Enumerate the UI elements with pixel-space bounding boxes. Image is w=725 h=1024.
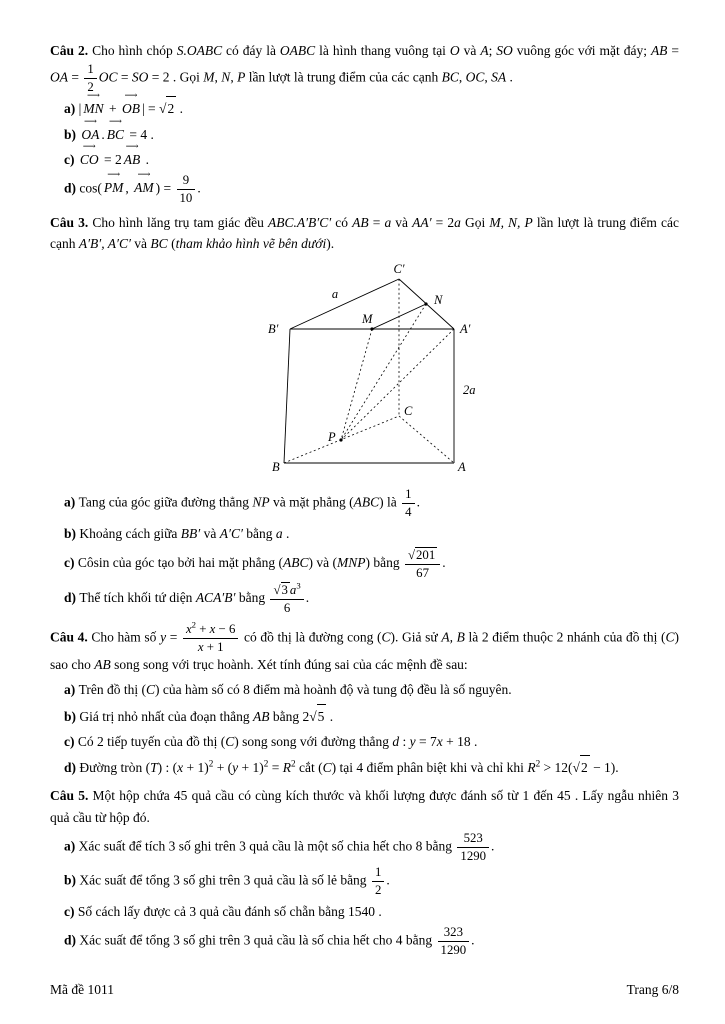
math-txt: =	[667, 43, 680, 58]
math-txt: 2	[580, 759, 588, 775]
math-it: M	[203, 69, 215, 85]
math-sqrt	[309, 704, 326, 728]
math-txt: và	[200, 525, 220, 541]
math-it: A′C′	[219, 525, 243, 541]
math-frac	[177, 173, 196, 206]
vector-letters: OA	[81, 126, 100, 142]
math-txt: 2	[374, 883, 382, 898]
math-txt: =	[268, 759, 283, 775]
math-it: T	[150, 759, 158, 775]
math-txt: 523	[463, 830, 483, 845]
math-txt: bằng 2	[269, 708, 310, 724]
math-it: AB	[650, 43, 668, 58]
math-sup: 2	[208, 758, 214, 769]
math-it: AB	[352, 214, 369, 230]
statement-label: d)	[64, 932, 80, 948]
math-txt: ,	[125, 180, 133, 196]
vector-arrow-icon: ⟶	[82, 140, 96, 151]
math-txt: + 18 .	[442, 733, 478, 749]
math-txt: 1290	[460, 848, 487, 863]
statement-d	[64, 582, 679, 616]
fraction-numerator	[438, 925, 470, 942]
fraction-denominator	[183, 639, 238, 655]
math-txt: cắt (	[295, 759, 323, 775]
statement-c	[64, 547, 679, 581]
math-txt: − 6	[215, 621, 236, 636]
radical-icon: √	[159, 101, 167, 117]
math-txt: > 12(	[540, 759, 573, 775]
math-txt: Côsin của góc tạo bởi hai mặt phẳng (	[77, 554, 283, 570]
math-txt: 323	[443, 925, 463, 940]
math-txt: lần lượt là trung điểm các cạnh	[50, 214, 679, 252]
math-txt: Giá trị nhỏ nhất của đoạn thẳng	[79, 708, 253, 724]
math-it: x	[177, 759, 184, 775]
statement-a	[64, 831, 679, 864]
math-txt: 5	[317, 708, 325, 724]
question-3	[50, 212, 679, 616]
fraction-denominator	[270, 600, 303, 616]
math-it: ABC.A′B′C′	[267, 214, 332, 230]
fraction-numerator	[402, 487, 414, 504]
math-txt: ) =	[155, 180, 175, 196]
radical-icon: √	[309, 708, 317, 724]
math-it: BC	[441, 69, 459, 85]
fraction-numerator	[270, 582, 303, 600]
math-txt: =	[166, 629, 181, 645]
math-txt: Có 2 tiếp tuyến của đồ thị (	[77, 733, 226, 749]
math-txt: .	[442, 554, 446, 570]
label-a-prime: A′	[459, 322, 470, 337]
statement-label: a)	[64, 494, 79, 510]
math-it: OA	[50, 69, 68, 85]
math-txt: .	[416, 494, 420, 510]
statement-label: b)	[64, 708, 80, 724]
math-it: ACA′B′	[195, 590, 236, 606]
vector-AM	[134, 169, 154, 199]
math-sqrt	[408, 547, 437, 563]
question-intro	[50, 212, 679, 256]
math-txt: .	[197, 180, 201, 196]
fraction-numerator	[457, 831, 489, 848]
math-frac	[402, 487, 414, 520]
statement-label: d)	[64, 180, 80, 196]
math-txt: .	[491, 838, 495, 854]
statement-label: d)	[64, 759, 80, 775]
vector-letters: MN	[83, 101, 104, 117]
math-it: MNP	[336, 554, 366, 570]
math-frac	[372, 865, 384, 898]
radicand	[317, 704, 327, 728]
math-txt: 9	[182, 173, 190, 188]
math-txt: ) của hàm số có 8 điểm mà hoành độ và tung độ đều là số nguyên.	[155, 682, 512, 698]
math-txt: ,	[230, 69, 238, 85]
prism-solid-edges	[284, 279, 454, 463]
math-txt: Đường tròn (	[79, 759, 151, 775]
radical-icon: √	[572, 759, 580, 775]
math-it: P	[237, 69, 246, 85]
statement-a	[64, 487, 679, 520]
math-txt: 2	[87, 79, 94, 94]
math-it: A	[480, 43, 489, 58]
label-2a-edge: 2a	[462, 383, 475, 398]
math-txt: Một hộp chứa 45 quả cầu có cùng kích thước và khối lượng được đánh số từ 1 đến 45 . Lấy ngẫu nhiên 3 quả cầu từ hộp đó.	[50, 788, 679, 826]
math-it: N	[221, 69, 231, 85]
math-txt: 201	[416, 547, 436, 562]
fraction-denominator	[177, 190, 196, 206]
math-it: C	[322, 759, 332, 775]
fraction-numerator	[177, 173, 196, 190]
math-it: M, N, P	[489, 214, 533, 230]
math-it: d	[392, 733, 400, 749]
math-txt: + (	[213, 759, 233, 775]
vector-arrow-icon: ⟶	[124, 90, 138, 101]
math-frac	[183, 619, 238, 655]
math-txt: ).	[326, 236, 335, 252]
math-txt: ). Giả sử	[390, 629, 442, 645]
math-it: A′B′, A′C′	[78, 236, 131, 252]
math-it: R	[282, 759, 291, 775]
label-p: P	[327, 430, 336, 445]
math-txt: − 1).	[589, 759, 619, 775]
math-txt: ,	[484, 69, 492, 85]
math-txt: song song với trục hoành. Xét tính đúng sai của các mệnh đề sau:	[110, 657, 468, 673]
fraction-denominator	[405, 565, 440, 581]
math-it: BB′	[180, 525, 201, 541]
math-it: a	[289, 583, 297, 598]
math-txt: Gọi	[460, 214, 490, 230]
math-txt: .	[506, 69, 513, 85]
math-txt: và mặt phẳng (	[269, 494, 354, 510]
math-it: SO	[496, 43, 513, 58]
fraction-denominator	[372, 882, 384, 898]
fraction-denominator	[438, 942, 470, 958]
label-a-vertex: A	[457, 460, 466, 475]
math-txt: và	[130, 236, 151, 252]
math-it: AB	[94, 657, 111, 673]
math-txt: =	[117, 69, 132, 85]
math-txt: Xác suất để tổng 3 số ghi trên 3 quả cầu là số lẻ bằng	[79, 872, 370, 888]
math-it: y	[409, 733, 416, 749]
math-txt: Cho hình chóp	[92, 43, 177, 58]
question-4	[50, 619, 679, 779]
math-it: SO	[131, 69, 149, 85]
vector-arrow-icon: ⟶	[83, 115, 97, 126]
math-txt: = 2	[100, 151, 122, 167]
math-txt: 3	[281, 583, 288, 598]
math-it: R	[527, 759, 536, 775]
math-txt: = 4 .	[126, 126, 154, 142]
math-sup: 2	[291, 758, 296, 769]
math-txt: + 1	[203, 639, 224, 654]
math-txt: .	[386, 872, 390, 888]
vector-arrow-icon: ⟶	[107, 169, 121, 180]
math-it: x	[436, 733, 443, 749]
radicand	[580, 755, 590, 779]
math-sqrt	[573, 755, 590, 779]
math-it: ABC	[282, 554, 309, 570]
statement-label: c)	[64, 554, 78, 570]
math-it: a	[454, 214, 461, 230]
math-txt: +	[105, 101, 120, 117]
page-footer	[50, 982, 679, 998]
math-txt: :	[399, 733, 410, 749]
math-it: a	[384, 214, 392, 230]
math-txt: Thể tích khối tứ diện	[79, 590, 196, 606]
math-txt: ) : (	[157, 759, 178, 775]
math-txt: = 7	[415, 733, 437, 749]
statement-b	[64, 115, 679, 146]
fraction-numerator	[372, 865, 384, 882]
prism-figure	[80, 261, 679, 483]
vector-letters: AM	[134, 180, 154, 196]
math-txt: ;	[488, 43, 497, 58]
math-it: NP	[252, 494, 270, 510]
question-intro	[50, 619, 679, 676]
math-txt: lần lượt là trung điểm của các cạnh	[245, 69, 442, 85]
statement-label: b)	[64, 525, 80, 541]
statement-b	[64, 704, 679, 728]
math-txt: và	[459, 43, 481, 58]
math-txt: =	[68, 69, 83, 85]
vector-arrow-icon: ⟶	[108, 115, 122, 126]
statement-d	[64, 169, 679, 206]
math-txt: ) sao cho	[50, 629, 679, 673]
math-it: C	[146, 682, 156, 698]
radical-icon: √	[407, 547, 415, 562]
math-txt: bằng	[235, 590, 269, 606]
math-txt: có đáy là	[222, 43, 280, 58]
math-it: C	[665, 629, 675, 645]
math-txt: 1290	[440, 942, 467, 957]
label-b: B	[271, 460, 280, 475]
question-label: Câu 3.	[50, 214, 93, 230]
math-txt: Khoảng cách giữa	[79, 525, 181, 541]
math-txt: 2	[167, 101, 175, 117]
question-label: Câu 5.	[50, 788, 93, 804]
fraction-numerator	[84, 62, 96, 79]
math-txt: có đồ thị là đường cong (	[240, 629, 382, 645]
math-it: y	[160, 629, 167, 645]
question-label: Câu 2.	[50, 43, 93, 58]
math-it: OABC	[279, 43, 316, 58]
question-intro	[50, 785, 679, 829]
math-txt: .	[305, 590, 310, 606]
question-intro	[50, 40, 679, 94]
math-txt: 6	[283, 601, 291, 616]
math-txt: ,	[458, 69, 466, 85]
math-txt: Trên đồ thị (	[78, 682, 147, 698]
statement-label: b)	[64, 872, 80, 888]
math-it: S.OABC	[176, 43, 223, 58]
math-txt: .	[176, 101, 183, 117]
statement-c	[64, 730, 679, 753]
statement-d	[64, 755, 679, 779]
math-txt: .	[101, 126, 105, 142]
statement-d	[64, 925, 679, 958]
math-txt: vuông góc với mặt đáy;	[512, 43, 651, 58]
statement-label: a)	[64, 101, 79, 117]
math-it: O	[449, 43, 460, 58]
math-txt: ) song song với đường thẳng	[234, 733, 393, 749]
statement-b	[64, 522, 679, 545]
math-txt: 4	[405, 504, 412, 519]
math-frac	[457, 831, 489, 864]
fraction-denominator	[402, 504, 414, 520]
math-frac	[405, 547, 440, 581]
math-it: AA′	[412, 214, 432, 230]
vector-BC	[106, 115, 125, 146]
label-c: C	[403, 404, 412, 419]
math-txt: 1	[405, 487, 412, 502]
questions-list	[50, 40, 679, 958]
math-txt: ) bằng	[365, 554, 403, 570]
math-it: ABC	[353, 494, 380, 510]
math-txt: (	[167, 236, 176, 252]
math-txt: bằng	[242, 525, 276, 541]
math-it: SA	[491, 69, 507, 85]
math-txt: cos(	[79, 180, 102, 196]
question-5	[50, 785, 679, 957]
math-txt: 67	[416, 565, 429, 580]
math-txt: 1	[374, 865, 382, 880]
math-txt: = 2 . Gọi	[148, 69, 204, 85]
math-it: AB	[252, 708, 270, 724]
math-sqrt	[273, 582, 289, 598]
fraction-numerator	[183, 619, 238, 639]
statement-label: c)	[64, 903, 78, 919]
statement-label: a)	[64, 682, 79, 698]
math-txt: |	[78, 101, 82, 117]
page-number: Trang 6/8	[626, 982, 679, 997]
math-txt: có	[331, 214, 353, 230]
statement-label: b)	[64, 126, 80, 142]
radicand	[166, 96, 176, 120]
question-label: Câu 4.	[50, 629, 92, 645]
math-txt: Cho hàm số	[91, 629, 161, 645]
statement-label: c)	[64, 151, 78, 167]
math-it: x	[209, 621, 216, 636]
math-txt: là 2 điểm thuộc 2 nhánh của đồ thị (	[464, 629, 666, 645]
math-it: y	[232, 759, 239, 775]
math-it: BC	[150, 236, 168, 252]
statement-a	[64, 90, 679, 120]
math-txt: 1	[87, 61, 94, 76]
math-txt: Số cách lấy được cả 3 quả cầu đánh số chẵn bằng 1540 .	[77, 903, 382, 919]
math-sqrt	[159, 96, 176, 120]
math-it: x	[185, 621, 192, 636]
math-frac	[270, 582, 303, 616]
math-it: OC	[98, 69, 118, 85]
math-it: a	[275, 525, 283, 541]
math-txt: ) là	[379, 494, 401, 510]
exam-code: Mã đề 1011	[50, 982, 114, 997]
math-txt: Cho hình lăng trụ tam giác đều	[92, 214, 268, 230]
vector-CO	[79, 140, 99, 171]
prism-hidden-edges	[284, 279, 454, 463]
vector-arrow-icon: ⟶	[137, 169, 151, 180]
math-txt: .	[471, 932, 475, 948]
math-it: OC	[465, 69, 485, 85]
label-n: N	[433, 293, 442, 308]
vector-arrow-icon: ⟶	[125, 140, 139, 151]
statement-b	[64, 865, 679, 898]
statement-label: a)	[64, 838, 79, 854]
math-txt: ) tại 4 điểm phân biệt khi và chỉ khi	[331, 759, 528, 775]
statement-c	[64, 140, 679, 171]
math-txt: 10	[179, 190, 193, 205]
math-txt: và	[391, 214, 413, 230]
math-txt: ,	[214, 69, 222, 85]
prism-svg	[264, 261, 496, 479]
math-txt: là hình thang vuông tại	[315, 43, 450, 58]
math-txt: Xác suất để tổng 3 số ghi trên 3 quả cầu là số chia hết cho 4 bằng	[79, 932, 436, 948]
math-txt: + 1)	[183, 759, 209, 775]
vector-letters: BC	[106, 126, 125, 142]
math-txt: ) và (	[308, 554, 337, 570]
vector-letters: PM	[103, 180, 124, 196]
label-a-edge: a	[331, 287, 338, 302]
math-sup: 2	[535, 758, 541, 769]
math-it: A, B	[441, 629, 465, 645]
label-m: M	[361, 312, 372, 327]
vector-arrow-icon: ⟶	[87, 90, 100, 101]
vector-letters: AB	[123, 151, 141, 167]
math-frac	[438, 925, 470, 958]
math-txt: | =	[141, 101, 160, 117]
math-it: tham khảo hình vẽ bên dưới	[175, 236, 327, 252]
label-c-prime: C′	[392, 262, 405, 277]
statement-c	[64, 900, 679, 923]
math-txt: =	[368, 214, 385, 230]
math-txt: .	[282, 525, 290, 541]
math-txt: +	[196, 621, 210, 636]
question-2	[50, 40, 679, 206]
math-txt: Tang của góc giữa đường thẳng	[78, 494, 253, 510]
statement-a	[64, 678, 679, 701]
vector-OB	[121, 90, 140, 120]
label-b-prime: B′	[267, 322, 278, 337]
math-it: C	[381, 629, 391, 645]
math-it: C	[225, 733, 235, 749]
math-txt: + 1)	[238, 759, 264, 775]
math-txt: .	[326, 708, 334, 724]
statement-label: c)	[64, 733, 78, 749]
fraction-denominator	[457, 848, 489, 864]
math-sup: 3	[296, 581, 301, 592]
math-sup: 2	[263, 758, 269, 769]
vector-PM	[103, 169, 124, 199]
radicand	[415, 547, 437, 563]
math-it: x	[197, 639, 204, 654]
math-txt: Xác suất để tích 3 số ghi trên 3 quả cầu là một số chia hết cho 8 bằng	[78, 838, 456, 854]
fraction-numerator	[405, 547, 440, 565]
math-txt: .	[142, 151, 150, 167]
math-sup: 2	[191, 619, 197, 630]
radicand	[281, 582, 290, 598]
vector-letters: OB	[121, 101, 140, 117]
math-txt: = 2	[431, 214, 455, 230]
statement-label: d)	[64, 590, 80, 606]
prism-labels	[268, 262, 476, 474]
radical-icon: √	[273, 583, 281, 598]
vector-letters: CO	[79, 151, 99, 167]
